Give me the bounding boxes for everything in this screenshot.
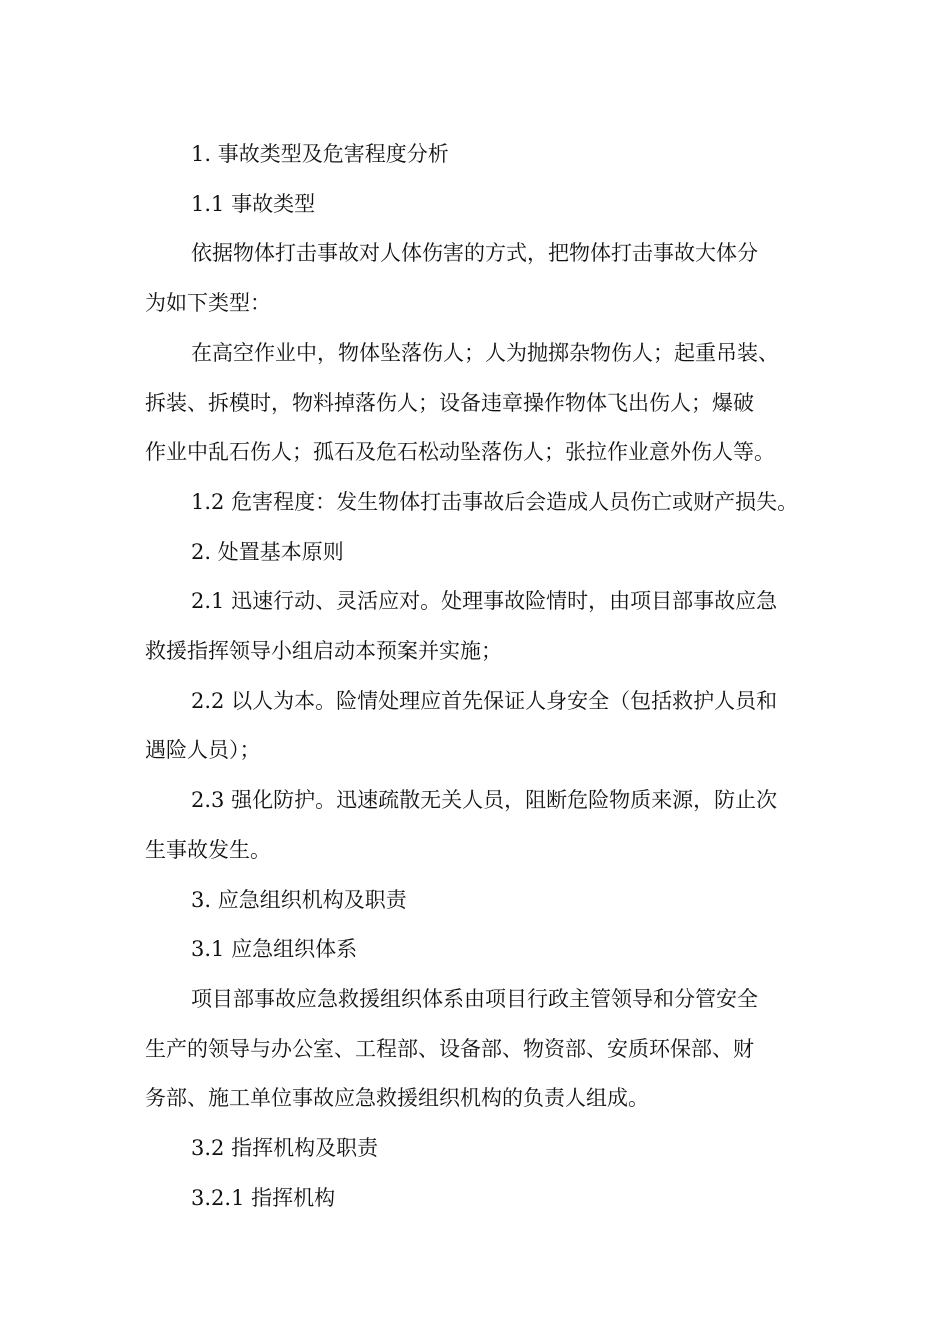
- subsection-heading-3-2-1: 3.2.1 指挥机构: [191, 1185, 336, 1210]
- section-heading-3: 3. 应急组织机构及职责: [191, 887, 407, 912]
- paragraph-type-list-cont: 拆装、拆模时，物料掉落伤人；设备违章操作物体飞出伤人；爆破: [145, 390, 754, 415]
- paragraph-org-system-cont: 务部、施工单位事故应急救援组织机构的负责人组成。: [145, 1086, 649, 1111]
- paragraph-principle-2-1: 2.1 迅速行动、灵活应对。处理事故险情时，由项目部事故应急: [191, 589, 778, 614]
- subsection-heading-1-1: 1.1 事故类型: [191, 191, 316, 216]
- paragraph-type-list-cont: 作业中乱石伤人；孤石及危石松动坠落伤人；张拉作业意外伤人等。: [145, 440, 775, 465]
- paragraph-org-system-cont: 生产的领导与办公室、工程部、设备部、物资部、安质环保部、财: [145, 1036, 754, 1061]
- subsection-heading-3-2: 3.2 指挥机构及职责: [191, 1136, 379, 1161]
- paragraph-principle-2-1-cont: 救援指挥领导小组启动本预案并实施；: [145, 639, 502, 664]
- paragraph-impact-types-cont: 为如下类型：: [145, 291, 271, 316]
- section-heading-2: 2. 处置基本原则: [191, 539, 344, 564]
- paragraph-principle-2-3-cont: 生事故发生。: [145, 837, 271, 862]
- paragraph-principle-2-2-cont: 遇险人员）；: [145, 738, 261, 763]
- paragraph-type-list-line: 在高空作业中，物体坠落伤人；人为抛掷杂物伤人；起重吊装、: [191, 340, 779, 365]
- subsection-heading-3-1: 3.1 应急组织体系: [191, 937, 358, 962]
- paragraph-org-system: 项目部事故应急救援组织体系由项目行政主管领导和分管安全: [191, 986, 758, 1011]
- paragraph-principle-2-2: 2.2 以人为本。险情处理应首先保证人身安全（包括救护人员和: [191, 688, 778, 713]
- paragraph-principle-2-3: 2.3 强化防护。迅速疏散无关人员，阻断危险物质来源，防止次: [191, 788, 778, 813]
- paragraph-hazard-degree: 1.2 危害程度：发生物体打击事故后会造成人员伤亡或财产损失。: [191, 489, 799, 514]
- section-heading-1: 1. 事故类型及危害程度分析: [191, 142, 449, 166]
- document-body: [145, 130, 815, 1223]
- paragraph-impact-types-line: 依据物体打击事故对人体伤害的方式，把物体打击事故大体分: [191, 241, 758, 266]
